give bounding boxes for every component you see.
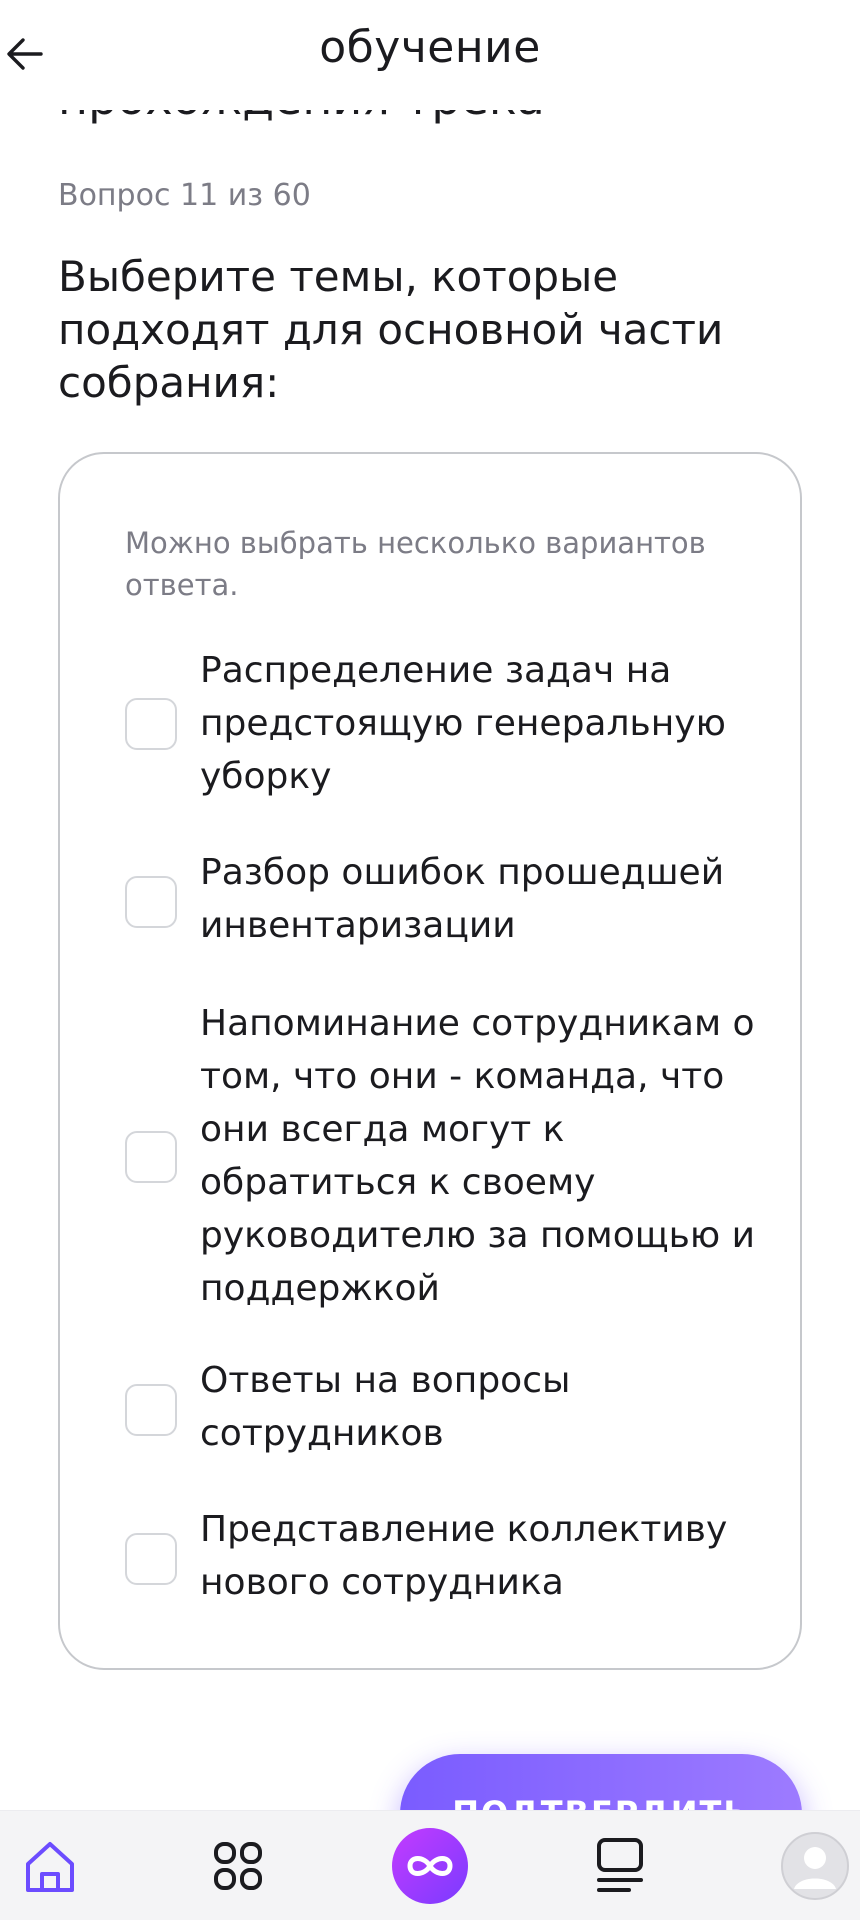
answer-option[interactable] [60,1354,800,1464]
multi-select-hint: Можно выбрать несколько вариантов ответа. [125,526,706,602]
answer-label: Ответы на вопросы сотрудников [200,1360,571,1454]
answer-option[interactable] [60,846,800,956]
answer-checkbox[interactable] [125,1131,177,1183]
answer-checkbox[interactable] [125,876,177,928]
tab-main[interactable] [380,1811,480,1921]
feed-icon [593,1836,647,1896]
page-title: обучение [319,22,541,73]
question-counter: Вопрос 11 из 60 [58,178,311,213]
home-icon [20,1836,80,1896]
answer-checkbox[interactable] [125,1384,177,1436]
tab-catalog[interactable] [188,1811,288,1921]
answers-card [58,452,802,1670]
bottom-tab-bar [0,1810,860,1920]
answer-checkbox[interactable] [125,698,177,750]
tab-home[interactable] [0,1811,100,1921]
answer-option[interactable] [60,997,800,1317]
answer-checkbox[interactable] [125,1533,177,1585]
answer-label: Разбор ошибок прошедшей инвентаризации [200,852,725,946]
answer-label: Распределение задач на предстоящую генеральную уборку [200,650,726,797]
infinity-icon [390,1826,470,1906]
tab-profile[interactable] [770,1811,860,1921]
top-app-bar [0,0,860,110]
answer-option[interactable] [60,1503,800,1613]
catalog-grid-icon [211,1839,265,1893]
question-text: Выберите темы, которые подходят для основной части собрания: [58,252,724,407]
answer-label: Напоминание сотрудникам о том, что они - команда, что они всегда могут к обратиться к своему руководителю за помощью и поддержкой [200,1003,755,1309]
profile-avatar-icon [780,1831,850,1901]
tab-feed[interactable] [570,1811,670,1921]
answer-label: Представление коллективу нового сотрудника [200,1509,728,1603]
answer-option[interactable] [60,644,800,804]
